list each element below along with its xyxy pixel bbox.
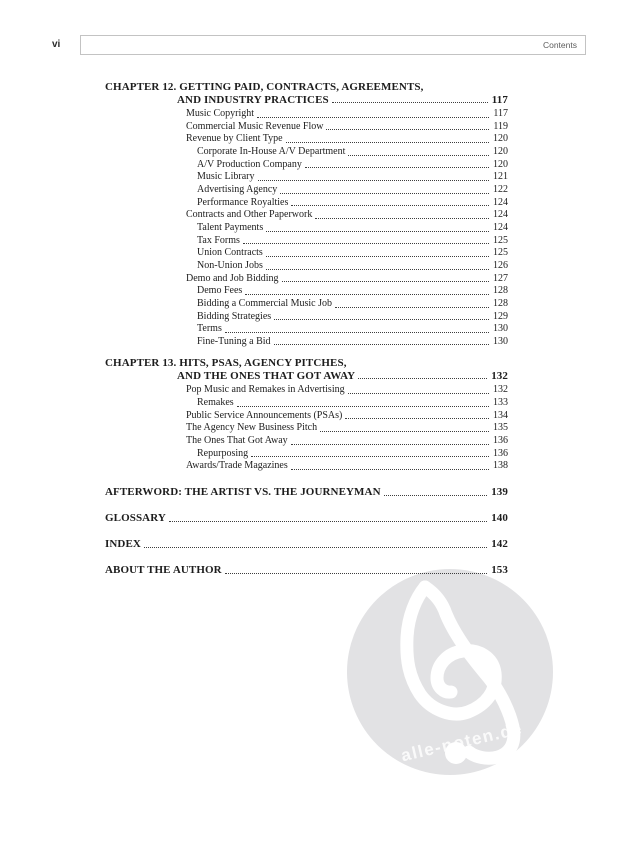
dot-leader [291, 469, 489, 470]
chapter-heading-line1: CHAPTER 13. HITS, PSAS, AGENCY PITCHES, [105, 357, 347, 370]
dot-leader [332, 102, 488, 103]
chapter-heading-line1: CHAPTER 12. GETTING PAID, CONTRACTS, AGREEMENTS, [105, 81, 424, 93]
page-number: 125 [493, 234, 508, 246]
toc-entry-label: Non-Union Jobs [197, 259, 263, 271]
dot-leader [266, 256, 489, 257]
toc-entry-label: Terms [197, 323, 222, 335]
toc-entry [105, 159, 508, 172]
toc-entry-label: Demo Fees [197, 285, 243, 297]
chapter-entries [105, 108, 508, 348]
toc-entry-label: Remakes [197, 397, 234, 409]
toc-entry [105, 422, 508, 435]
toc-single-entry-label: AFTERWORD: THE ARTIST VS. THE JOURNEYMAN [105, 486, 381, 499]
toc-entry [105, 298, 508, 311]
toc-entry-label: Music Library [197, 171, 255, 183]
chapter-heading-line2-label: AND THE ONES THAT GOT AWAY [177, 369, 356, 382]
page-number: 130 [493, 323, 508, 335]
dot-leader [320, 431, 489, 432]
dot-leader [274, 319, 489, 320]
page-number: 128 [493, 285, 508, 297]
page-number: 133 [493, 397, 508, 409]
page-number: 138 [493, 460, 508, 472]
page-number: 139 [491, 486, 508, 499]
header-rule-box [80, 35, 586, 55]
toc-entry-label: Bidding Strategies [197, 310, 272, 322]
watermark [336, 566, 566, 780]
chapter-section [105, 81, 508, 348]
page-number: 117 [491, 93, 508, 106]
page-folio: vi [52, 39, 61, 50]
toc-entry [105, 410, 508, 423]
dot-leader [326, 129, 489, 130]
page-number: 122 [493, 183, 508, 195]
toc-entry-label: Awards/Trade Magazines [186, 460, 288, 472]
toc-entry [105, 285, 508, 298]
dot-leader [280, 193, 489, 194]
page-number: 126 [493, 259, 508, 271]
page-number: 125 [493, 247, 508, 259]
chapter-heading-line2 [105, 370, 508, 383]
toc-entry-label: Repurposing [197, 447, 249, 459]
page-number: 128 [493, 297, 508, 309]
toc-entry-label: Talent Payments [197, 221, 264, 233]
page-number: 124 [493, 209, 508, 221]
dot-leader [251, 456, 489, 457]
chapter-heading-line2 [105, 94, 508, 107]
toc-entry-label: Contracts and Other Paperwork [186, 209, 313, 221]
page-number: 127 [493, 272, 508, 284]
page-number: 132 [493, 384, 508, 396]
toc-entry-label: Bidding a Commercial Music Job [197, 297, 332, 309]
dot-leader [282, 281, 490, 282]
toc-single-entry-label: GLOSSARY [105, 512, 166, 525]
page-number: 130 [493, 335, 508, 347]
dot-leader [169, 521, 487, 522]
dot-leader [335, 307, 489, 308]
toc-entry [105, 323, 508, 336]
toc-entry [105, 384, 508, 397]
dot-leader [257, 117, 489, 118]
toc-entry-label: Pop Music and Remakes in Advertising [186, 384, 345, 396]
toc-entry [105, 260, 508, 273]
toc-single-entry [105, 512, 508, 525]
dot-leader [258, 180, 490, 181]
toc-entry-label: The Ones That Got Away [186, 435, 288, 447]
toc-entry-label: Music Copyright [186, 108, 255, 119]
page-number: 124 [493, 221, 508, 233]
dot-leader [345, 418, 489, 419]
dot-leader [291, 205, 489, 206]
toc-entry [105, 184, 508, 197]
toc-entry [105, 197, 508, 210]
toc-entry [105, 146, 508, 159]
dot-leader [266, 231, 489, 232]
chapter-section [105, 357, 508, 473]
toc-entry [105, 171, 508, 184]
toc-entry [105, 397, 508, 410]
toc-entry-label: Commercial Music Revenue Flow [186, 120, 324, 132]
watermark-text: alle-noten.de [399, 718, 525, 766]
dot-leader [266, 269, 489, 270]
toc-entry [105, 273, 508, 286]
toc-entry-label: Demo and Job Bidding [186, 272, 279, 284]
dot-leader [144, 547, 487, 548]
page-number: 124 [493, 196, 508, 208]
page-number: 120 [493, 133, 508, 145]
toc-single-entry [105, 538, 508, 551]
toc-list [105, 81, 508, 577]
dot-leader [348, 155, 489, 156]
toc-entry [105, 235, 508, 248]
dot-leader [305, 167, 489, 168]
toc-entry [105, 108, 508, 121]
dot-leader [245, 294, 489, 295]
page-number: 136 [493, 447, 508, 459]
toc-entry [105, 222, 508, 235]
running-head-title: Contents [542, 40, 577, 50]
page-number: 120 [493, 158, 508, 170]
toc-entry [105, 209, 508, 222]
dot-leader [243, 243, 489, 244]
page-number: 142 [491, 538, 508, 551]
toc-entry [105, 121, 508, 134]
page-number: 153 [491, 564, 508, 577]
toc-entry-label: Tax Forms [197, 234, 240, 246]
toc-entry [105, 460, 508, 473]
toc-single-entry [105, 486, 508, 499]
toc-entry-label: Advertising Agency [197, 183, 278, 195]
toc-entry-label: Union Contracts [197, 247, 263, 259]
page-number: 140 [491, 512, 508, 525]
toc-entry-label: Revenue by Client Type [186, 133, 283, 145]
toc-entry-label: Corporate In-House A/V Department [197, 145, 346, 157]
toc-entry [105, 336, 508, 349]
toc-single-entry-label: ABOUT THE AUTHOR [105, 564, 222, 577]
toc-entry-label: Public Service Announcements (PSAs) [186, 409, 343, 421]
page-number: 134 [493, 409, 508, 421]
toc-entry [105, 247, 508, 260]
dot-leader [274, 344, 489, 345]
dot-leader [291, 444, 489, 445]
page-number: 129 [493, 310, 508, 322]
toc-entry-label: A/V Production Company [197, 158, 302, 170]
toc-single-entry [105, 564, 508, 577]
chapter-heading-line2-label: AND INDUSTRY PRACTICES [177, 93, 329, 106]
page-number: 119 [493, 120, 508, 132]
page-number: 136 [493, 435, 508, 447]
dot-leader [286, 142, 489, 143]
dot-leader [358, 378, 487, 379]
page-number: 135 [493, 422, 508, 434]
toc-entry [105, 448, 508, 461]
dot-leader [225, 332, 489, 333]
page-number: 121 [493, 171, 508, 183]
dot-leader [348, 393, 489, 394]
toc-entry [105, 435, 508, 448]
chapter-entries [105, 384, 508, 473]
page-number: 117 [493, 108, 508, 119]
dot-leader [225, 573, 487, 574]
dot-leader [384, 495, 488, 496]
toc-entry [105, 133, 508, 146]
toc-entry [105, 311, 508, 324]
toc-entry-label: Fine-Tuning a Bid [197, 335, 271, 347]
toc-entry-label: Performance Royalties [197, 196, 289, 208]
page-number: 132 [491, 369, 508, 382]
toc-single-entry-label: INDEX [105, 538, 141, 551]
toc-entry-label: The Agency New Business Pitch [186, 422, 318, 434]
page-number: 120 [493, 145, 508, 157]
dot-leader [237, 406, 489, 407]
dot-leader [315, 218, 489, 219]
